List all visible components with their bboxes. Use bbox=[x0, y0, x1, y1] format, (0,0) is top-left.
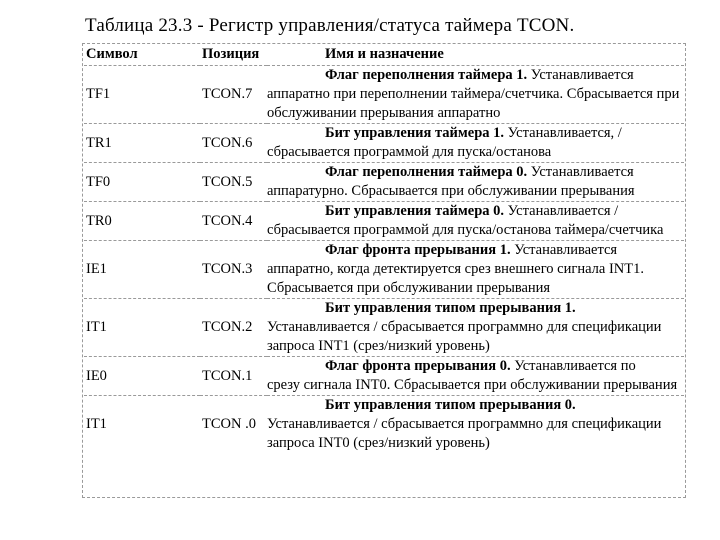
tcon-register-table bbox=[84, 44, 684, 453]
cell-position: TCON.1 bbox=[202, 367, 253, 384]
cell-symbol: IE1 bbox=[86, 261, 107, 277]
cell-description bbox=[267, 299, 684, 357]
description-text: срезу сигнала INT0. Сбрасывается при обслуживании прерывания bbox=[267, 377, 678, 393]
table-row bbox=[84, 241, 684, 299]
cell-description bbox=[267, 241, 684, 299]
cell-symbol: TF0 bbox=[86, 173, 111, 190]
table-body bbox=[84, 66, 684, 454]
description-text: сбрасывается программой для пуска/останова таймера/счетчика bbox=[267, 222, 664, 238]
description-text: аппаратно, когда детектируется срез внешнего сигнала INT1. Сбрасывается при обслуживании прерывания bbox=[267, 261, 644, 296]
description-text: аппаратурно. Сбрасывается при обслуживании прерывания bbox=[267, 183, 635, 199]
table-caption: Таблица 23.3 - Регистр управления/статуса таймера TCON. bbox=[85, 15, 575, 36]
table-row bbox=[84, 163, 684, 202]
description-lead-text: Устанавливается bbox=[527, 164, 634, 180]
cell-symbol: IT1 bbox=[86, 416, 107, 432]
cell-symbol: TR0 bbox=[86, 212, 112, 229]
table-row bbox=[84, 66, 684, 124]
description-first-line bbox=[267, 396, 684, 415]
description-lead-text: Устанавливается bbox=[510, 242, 618, 258]
cell-position: TCON.6 bbox=[202, 134, 253, 151]
table-row bbox=[84, 357, 684, 396]
description-lead-text: Устанавливается по bbox=[510, 358, 636, 374]
table-header-row bbox=[84, 44, 684, 66]
cell-position: TCON.2 bbox=[202, 319, 253, 335]
description-text: аппаратно при переполнении таймера/счетчика. Сбрасывается при обслуживании прерывания аппаратно bbox=[267, 86, 680, 121]
cell-description bbox=[267, 66, 684, 124]
cell-position: TCON.4 bbox=[202, 212, 253, 229]
cell-description bbox=[267, 163, 684, 202]
description-title: Бит управления типом прерывания 1. bbox=[325, 300, 576, 316]
table-row bbox=[84, 124, 684, 163]
cell-symbol: TF1 bbox=[86, 86, 111, 102]
description-first-line bbox=[267, 66, 684, 85]
description-first-line bbox=[267, 241, 684, 260]
table-row bbox=[84, 396, 684, 454]
description-text: Устанавливается / сбрасывается программно для спецификации запроса INT0 (срез/низкий уровень) bbox=[267, 416, 662, 451]
description-title: Флаг фронта прерывания 0. bbox=[325, 358, 511, 374]
description-first-line bbox=[267, 299, 684, 318]
cell-position: TCON.3 bbox=[202, 261, 253, 277]
cell-symbol: IT1 bbox=[86, 319, 107, 335]
table-row bbox=[84, 202, 684, 241]
description-title: Флаг переполнения таймера 0. bbox=[325, 164, 528, 180]
description-first-line bbox=[267, 357, 684, 376]
header-description: Имя и назначение bbox=[325, 46, 444, 62]
cell-position: TCON.5 bbox=[202, 173, 253, 190]
cell-description bbox=[267, 202, 684, 241]
description-title: Флаг фронта прерывания 1. bbox=[325, 242, 511, 258]
description-title: Флаг переполнения таймера 1. bbox=[325, 67, 528, 83]
description-title: Бит управления таймера 0. bbox=[325, 203, 505, 219]
cell-description bbox=[267, 124, 684, 163]
description-first-line bbox=[267, 163, 684, 182]
cell-description bbox=[267, 357, 684, 396]
description-lead-text: Устанавливается, / bbox=[504, 125, 622, 141]
description-text: сбрасывается программой для пуска/останова bbox=[267, 144, 552, 160]
table-row bbox=[84, 299, 684, 357]
cell-symbol: TR1 bbox=[86, 134, 112, 151]
description-text: Устанавливается / сбрасывается программно для спецификации запроса INT1 (срез/низкий уровень) bbox=[267, 319, 662, 354]
header-symbol: Символ bbox=[86, 46, 138, 62]
description-first-line bbox=[267, 202, 684, 221]
header-position: Позиция bbox=[202, 46, 260, 62]
cell-symbol: IE0 bbox=[86, 367, 107, 384]
description-lead-text: Устанавливается / bbox=[504, 203, 619, 219]
description-title: Бит управления таймера 1. bbox=[325, 125, 505, 141]
description-lead-text: Устанавливается bbox=[527, 67, 634, 83]
cell-position: TCON.7 bbox=[202, 86, 253, 102]
cell-description bbox=[267, 396, 684, 454]
description-first-line bbox=[267, 124, 684, 143]
cell-position: TCON .0 bbox=[202, 416, 256, 432]
description-title: Бит управления типом прерывания 0. bbox=[325, 397, 576, 413]
